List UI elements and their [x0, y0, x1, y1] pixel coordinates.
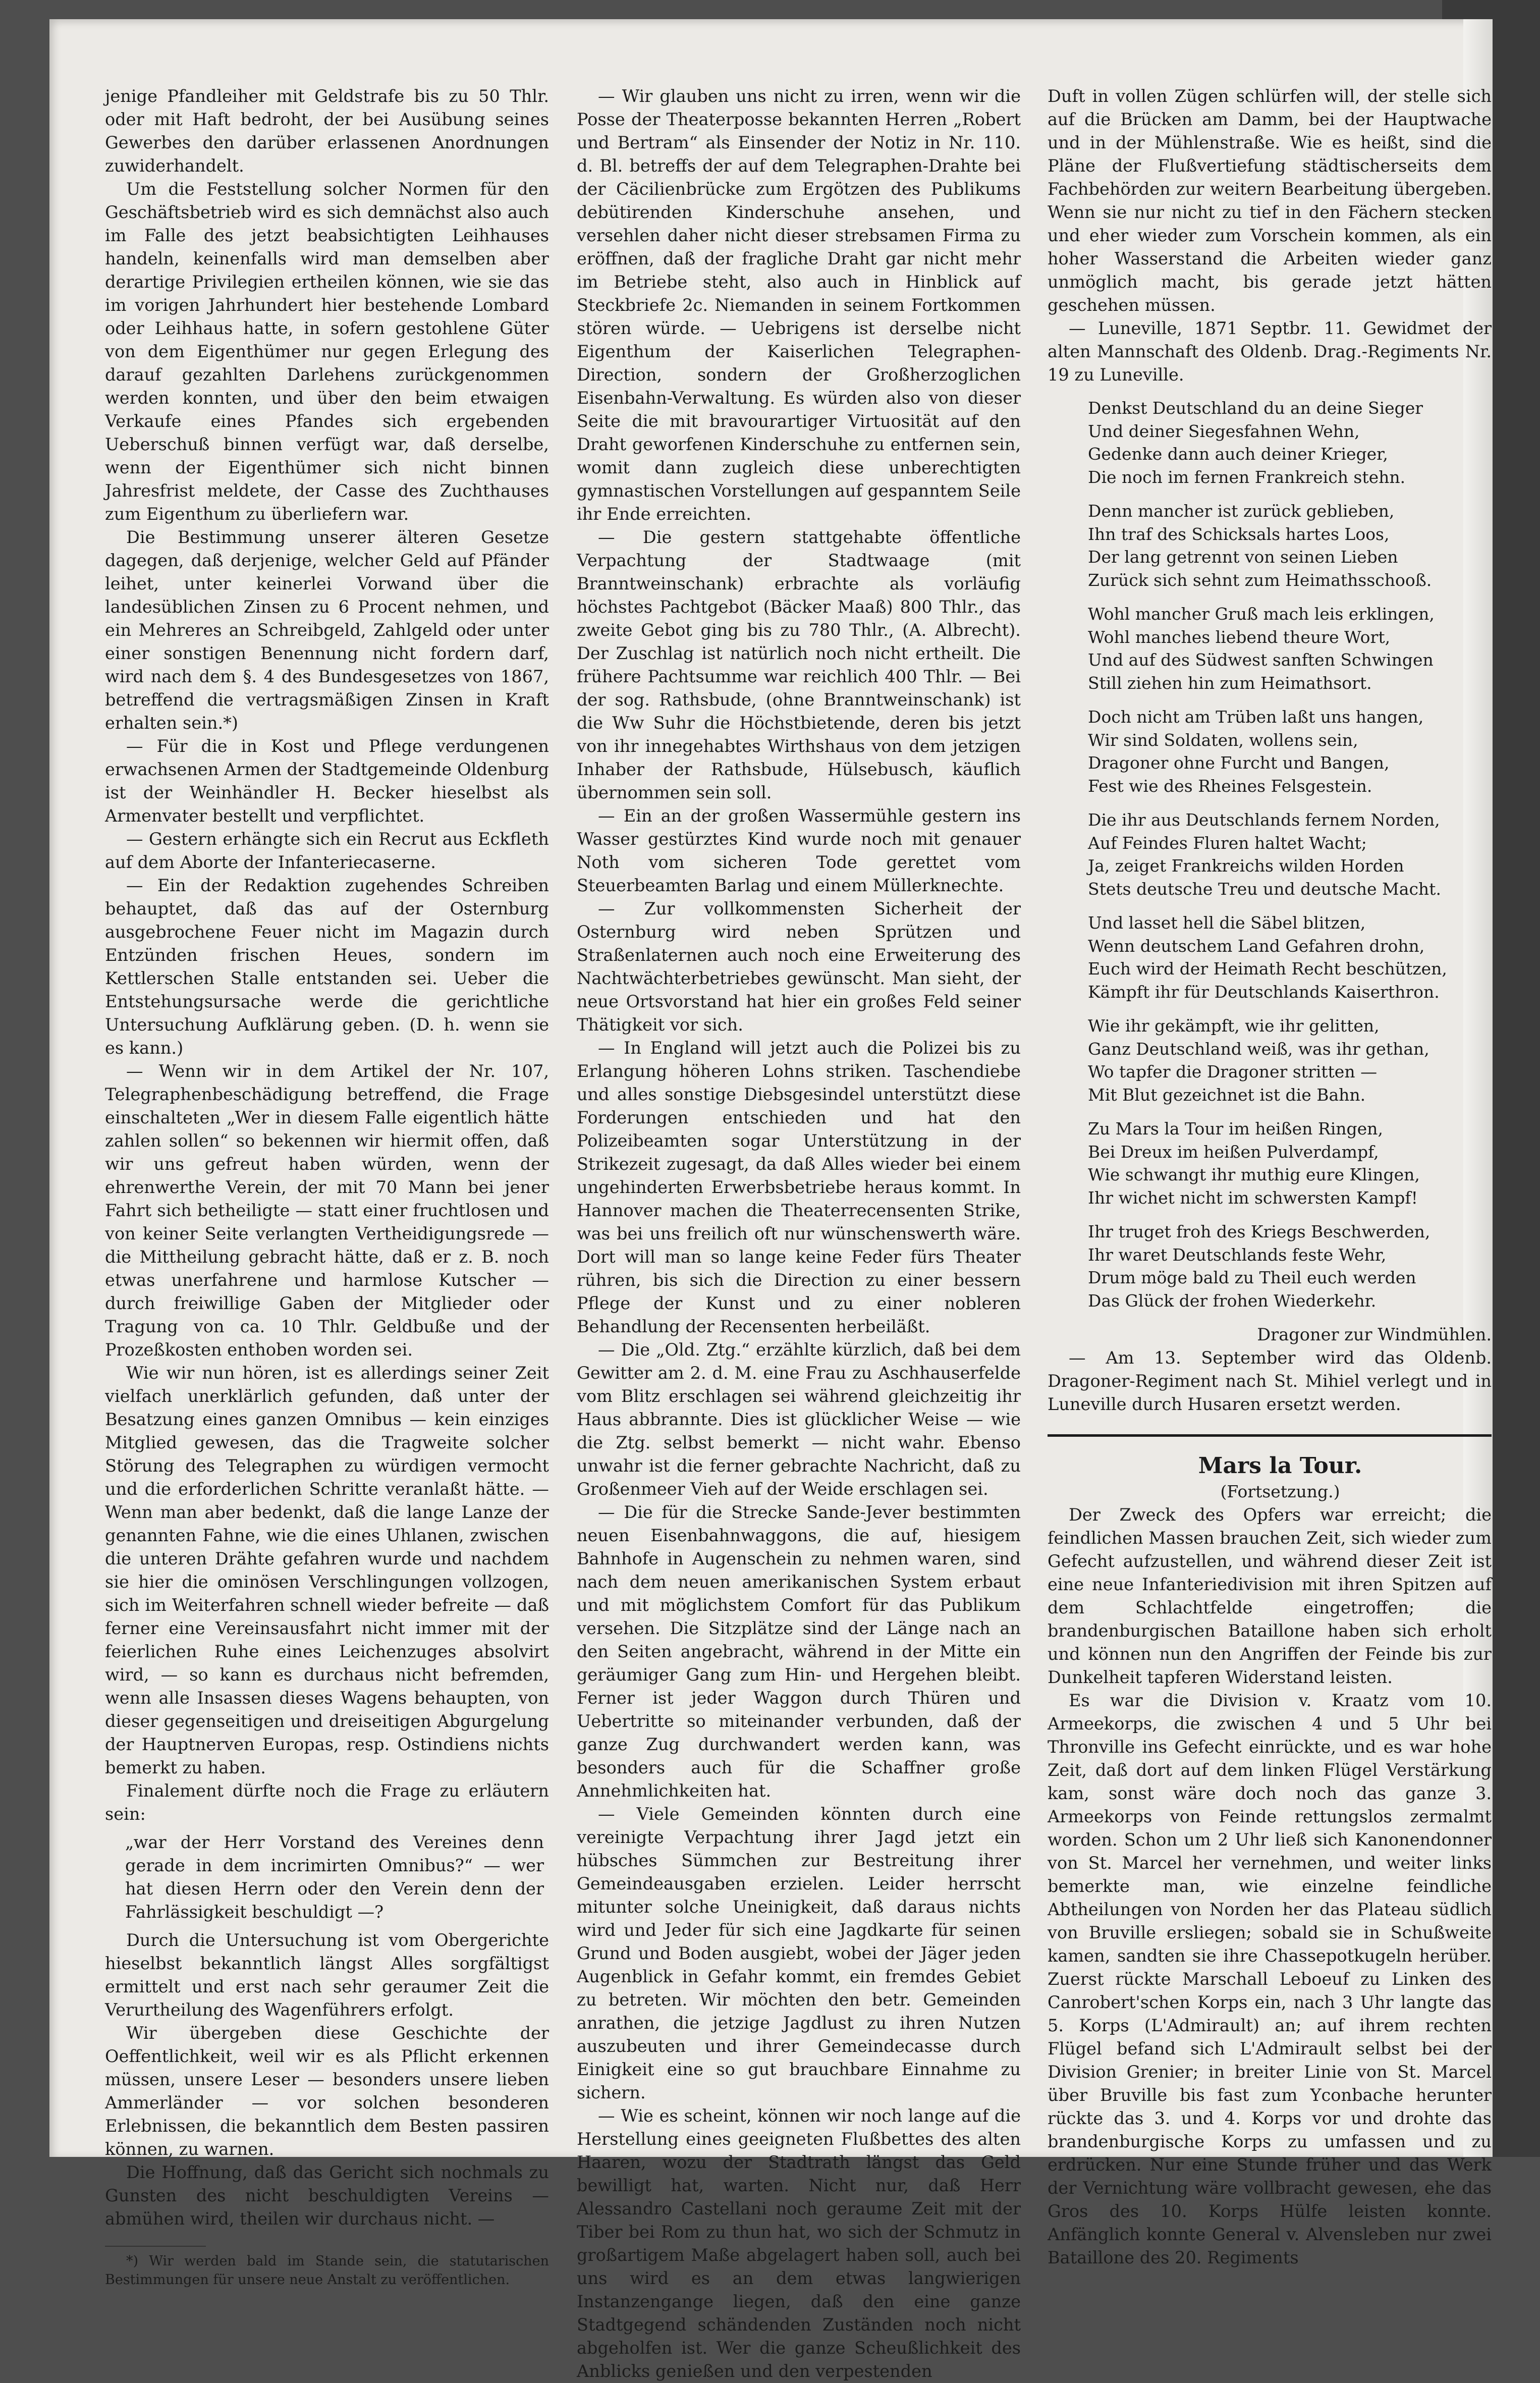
paragraph: Der Zweck des Opfers war erreicht; die feindlichen Massen brauchen Zeit, sich wieder zum Gefecht aufzustellen, und während dieser Zeit ist eine neue Infanteriedivision mit ihren Spitzen auf dem Schlachtfelde eingetroffen; die brandenburgischen Bataillone haben sich erholt und können nun den Angriffen der Feinde bis zur Dunkelheit tapferen Widerstand leisten.	[1048, 1505, 1492, 1687]
poem-line: Zurück sich sehnt zum Heimathsschooß.	[1088, 570, 1432, 590]
poem-signature: Dragoner zur Windmühlen.	[1257, 1325, 1492, 1344]
poem-line: Mit Blut gezeichnet ist die Bahn.	[1088, 1085, 1366, 1105]
paragraph: — Wie es scheint, können wir noch lange auf die Herstellung eines geeigneten Flußbettes des alten Haaren, wozu der Stadtrath längst das Geld bewilligt hat, warten. Nicht nur, daß Herr Alessandro Castellani noch geraume Zeit mit der Tiber bei Rom zu thun hat, wo sich der Schmutz in großartigem Maße abgelagert haben soll, auch bei uns wird es an dem etwas langwierigen Instanzengange liegen, daß den eine ganze Stadtgegend schändenden Zuständen noch nicht abgeholfen ist. Wer die ganze Scheußlichkeit des Anblicks genießen und den verpestenden	[577, 2106, 1021, 2381]
paragraph: — Ein an der großen Wassermühle gestern ins Wasser gestürztes Kind wurde noch mit genauer Noth vom sicheren Tode gerettet vom Steuerbeamten Barlag und einem Müllerknechte.	[577, 806, 1021, 895]
paragraph: Duft in vollen Zügen schlürfen will, der stelle sich auf die Brücken am Damm, bei der Hauptwache und in der Mühlenstraße. Wie es heißt, sind die Pläne der Flußvertiefung städtischerseits dem Fachbehörden zur weitern Bearbeitung übergeben. Wenn sie nur nicht zu tief in den Fächern stecken und eher wieder zum Vorschein kommen, als ein hoher Wasserstand die Arbeiten wieder ganz unmöglich macht, bis gerade jetzt hätten geschehen müssen.	[1048, 86, 1492, 315]
poem-line: Ihn traf des Schicksals hartes Loos,	[1088, 524, 1390, 544]
poem-line: Ihr waret Deutschlands feste Wehr,	[1088, 1244, 1387, 1265]
poem-stanza	[1088, 808, 1492, 900]
paragraph: Wie wir nun hören, ist es allerdings seiner Zeit vielfach unerklärlich gefunden, daß unter der Besatzung eines ganzen Omnibus — kein einziges Mitglied gewesen, das die Tragweite solcher Störung des Telegraphen zu würdigen vermocht und die erforderlichen Schritte veranlaßt hätte. — Wenn man aber bedenkt, daß die lange Lanze der genannten Fahne, wie die eines Uhlanen, zwischen die unteren Drähte gefahren wurde und nachdem sie hier die ominösen Verschlingungen vollzogen, sich im Weiterfahren schnell wieder befreite — daß ferner eine Vereinsausfahrt nicht immer mit der feierlichen Ruhe eines Leichenzuges absolvirt wird, — so kann es durchaus nicht befremden, wenn alle Insassen dieses Wagens behaupten, von dieser gegenseitigen und dreiseitigen Abgurgelung der Hauptnerven Europas, resp. Ostindiens nichts bemerkt zu haben.	[105, 1363, 549, 1777]
section-divider	[1048, 1434, 1492, 1437]
poem-line: Wohl mancher Gruß mach leis erklingen,	[1088, 604, 1435, 624]
paragraph: Die Bestimmung unserer älteren Gesetze dagegen, daß derjenige, welcher Geld auf Pfänder leihet, unter keinerlei Vorwand über die landesüblichen Zinsen zu 6 Procent nehmen, und ein Mehreres an Schreibgeld, Zahlgeld oder unter einer sonstigen Benennung nicht fordern darf, wird nach dem §. 4 des Bundesgesetzes von 1867, betreffend die vertragsmäßigen Zinsen in Kraft erhalten sein.*)	[105, 527, 549, 733]
newspaper-page	[49, 19, 1493, 2381]
poem-line: Ganz Deutschland weiß, was ihr gethan,	[1088, 1039, 1429, 1059]
section-title: Mars la Tour.	[1198, 1453, 1362, 1479]
poem-line: Die noch im fernen Frankreich stehn.	[1088, 467, 1406, 487]
section-subtitle: (Fortsetzung.)	[1220, 1482, 1340, 1501]
poem-stanza	[1088, 911, 1492, 1003]
poem-line: Der lang getrennt von seinen Lieben	[1088, 547, 1398, 567]
paragraph: — Ein der Redaktion zugehendes Schreiben behauptet, daß das auf der Osternburg ausgebrochene Feuer nicht im Magazin durch Entzünden frischen Heues, sondern im Kettlerschen Stalle entstanden sei. Ueber die Entstehungsursache werde die gerichtliche Untersuchung Aufklärung geben. (D. h. wenn sie es kann.)	[105, 876, 549, 1058]
poem-line: Euch wird der Heimath Recht beschützen,	[1088, 959, 1447, 979]
poem-line: Wenn deutschem Land Gefahren drohn,	[1088, 936, 1425, 956]
poem-line: Die ihr aus Deutschlands fernem Norden,	[1088, 810, 1440, 830]
column-1	[105, 85, 549, 2288]
paragraph: Die Hoffnung, daß das Gericht sich nochmals zu Gunsten des nicht beschuldigten Vereins — abmühen wird, theilen wir durchaus nicht. —	[105, 2162, 549, 2229]
paragraph: jenige Pfandleiher mit Geldstrafe bis zu 50 Thlr. oder mit Haft bedroht, der bei Ausübung seines Gewerbes den darüber erlassenen Anordnungen zuwiderhandelt.	[105, 86, 549, 176]
poem	[1088, 397, 1492, 1312]
poem-line: Und auf des Südwest sanften Schwingen	[1088, 650, 1434, 670]
poem-line: Fest wie des Rheines Felsgestein.	[1088, 776, 1372, 796]
paragraph: — Die für die Strecke Sande-Jever bestimmten neuen Eisenbahnwaggons, die auf, hiesigem Bahnhofe in Augenschein zu nehmen waren, sind nach dem neuen amerikanischen System erbaut und mit möglichstem Comfort für das Publikum versehen. Die Sitzplätze sind der Länge nach an den Seiten angebracht, während in der Mitte ein geräumiger Gang zum Hin- und Hergehen bleibt. Ferner ist jeder Waggon durch Thüren und Uebertritte so miteinander verbunden, daß der ganze Zug durchwandert werden kann, was besonders auch für die Schaffner große Annehmlichkeiten hat.	[577, 1502, 1021, 1801]
paragraph: — In England will jetzt auch die Polizei bis zu Erlangung höheren Lohns striken. Taschendiebe und alles sonstige Diebsgesindel unterstützt diese Forderungen entschieden und hat den Polizeibeamten sogar Unterstützung in der Strikezeit zugesagt, da daß Alles wieder bei einem ungehinderten Erwerbsbetriebe heraus kommt. In Hannover machen die Theaterrecensenten Strike, was bei uns freilich oft nur wünschenswerth wäre. Dort will man so lange keine Feder fürs Theater rühren, bis sich die Direction zu einer bessern Pflege der Kunst und zu einer nobleren Behandlung der Recensenten herbeiläßt.	[577, 1038, 1021, 1336]
paragraph: — Die „Old. Ztg.“ erzählte kürzlich, daß bei dem Gewitter am 2. d. M. eine Frau zu Aschhauserfelde vom Blitz erschlagen sei während gleichzeitig ihr Haus abbrannte. Dies ist glücklicher Weise — wie die Ztg. selbst bemerkt — nicht wahr. Ebenso unwahr ist die ferner gebrachte Nachricht, daß zu Großenmeer Vieh auf der Weide erschlagen sei.	[577, 1340, 1021, 1499]
poem-line: Ihr truget froh des Kriegs Beschwerden,	[1088, 1222, 1431, 1241]
poem-line: Denkst Deutschland du an deine Sieger	[1088, 398, 1423, 418]
poem-line: Drum möge bald zu Theil euch werden	[1088, 1268, 1416, 1287]
paragraph: — Zur vollkommensten Sicherheit der Osternburg wird neben Sprützen und Straßenlaternen auch noch eine Erweiterung des Nachtwächterbetriebes gewünscht. Man sieht, der neue Ortsvorstand hat hier ein großes Feld seiner Thätigkeit vor sich.	[577, 899, 1021, 1035]
poem-line: Wie schwangt ihr muthig eure Klingen,	[1088, 1165, 1420, 1184]
column-2	[577, 85, 1021, 2381]
poem-line: Und deiner Siegesfahnen Wehn,	[1088, 421, 1360, 441]
column-3	[1048, 85, 1492, 2267]
poem-line: Zu Mars la Tour im heißen Ringen,	[1088, 1119, 1383, 1139]
poem-line: Wie ihr gekämpft, wie ihr gelitten,	[1088, 1016, 1380, 1036]
poem-dedication: — Luneville, 1871 Septbr. 11. Gewidmet der alten Mannschaft des Oldenb. Drag.-Regiments Nr. 19 zu Luneville.	[1048, 318, 1492, 385]
poem-line: Bei Dreux im heißen Pulverdampf,	[1088, 1142, 1379, 1162]
poem-line: Stets deutsche Treu und deutsche Macht.	[1088, 879, 1441, 899]
poem-line: Das Glück der frohen Wiederkehr.	[1088, 1290, 1377, 1311]
poem-line: Kämpft ihr für Deutschlands Kaiserthron.	[1088, 982, 1440, 1002]
poem-line: Gedenke dann auch deiner Krieger,	[1088, 444, 1388, 464]
poem-stanza	[1088, 1117, 1492, 1209]
paragraph: — Wir glauben uns nicht zu irren, wenn wir die Posse der Theaterposse bekannten Herren „Robert und Bertram“ als Einsender der Notiz in Nr. 110. d. Bl. betreffs der auf dem Telegraphen-Drahte bei der Cäcilienbrücke zum Ergötzen des Publikums debütirenden Kinderschuhe ansehen, und versehlen daher nicht dieser strebsamen Firma zu eröffnen, daß der fragliche Draht gar nicht mehr im Betriebe steht, also auch in Hinblick auf Steckbriefe 2c. Niemanden in seinem Fortkommen stören würde. — Uebrigens ist derselbe nicht Eigenthum der Kaiserlichen Telegraphen-Direction, sondern der Großherzoglichen Eisenbahn-Verwaltung. Es würden also von dieser Seite die mit bravourartiger Virtuosität auf den Draht geworfenen Kinderschuhe zu entfernen sein, womit dann zugleich diese unberechtigten gymnastischen Vorstellungen auf gespanntem Seile ihr Ende erreichten.	[577, 86, 1021, 524]
poem-line: Wohl manches liebend theure Wort,	[1088, 627, 1391, 647]
poem-line: Denn mancher ist zurück geblieben,	[1088, 501, 1395, 521]
quoted-question: „war der Herr Vorstand des Vereines denn gerade in dem incrimirten Omnibus?“ — wer hat diesen Herrn oder den Verein denn der Fahrlässigkeit beschuldigt —?	[125, 1832, 544, 1922]
footnote: *) Wir werden bald im Stande sein, die statutarischen Bestimmungen für unsere neue Anstalt zu veröffentlichen.	[105, 2253, 549, 2288]
poem-line: Ja, zeiget Frankreichs wilden Horden	[1088, 856, 1404, 876]
paragraph: Es war die Division v. Kraatz vom 10. Armeekorps, die zwischen 4 und 5 Uhr bei Thronville ins Gefecht einrückte, und es war hohe Zeit, daß dort auf dem linken Flügel Verstärkung kam, sonst wäre doch noch das ganze 3. Armeekorps von Feinde rettungslos zermalmt worden. Schon um 2 Uhr ließ sich Kanonendonner von St. Marcel her vernehmen, und weiter links bemerkte man, wie einzelne feindliche Abtheilungen von Norden her das Plateau südlich von Bruville ersliegen; sobald sie in Schußweite kamen, sandten sie ihre Chassepotkugeln herüber. Zuerst rückte Marschall Leboeuf zu Linken des Canrobert'schen Korps ein, nach 3 Uhr langte das 5. Korps (L'Admirault) an; auf ihrem rechten Flügel befand sich L'Admirault selbst bei der Division Grenier; in breiter Linie von St. Marcel über Bruville bis fast zum Yconbache herunter rückte das 3. und 4. Korps vor und drohte das brandenburgische Korps zu umfassen und zu erdrücken. Nur eine Stunde früher und das Werk der Vernichtung wäre vollbracht gewesen, ehe das Gros des 10. Korps Hülfe leisten konnte. Anfänglich konnte General v. Alvensleben nur zwei Bataillone des 20. Regiments	[1048, 1691, 1492, 2267]
poem-line: Still ziehen hin zum Heimathsort.	[1088, 673, 1372, 693]
paragraph: — Für die in Kost und Pflege verdungenen erwachsenen Armen der Stadtgemeinde Oldenburg ist der Weinhändler H. Becker hieselbst als Armenvater bestellt und verpflichtet.	[105, 736, 549, 826]
poem-stanza	[1088, 603, 1492, 694]
paragraph: — Viele Gemeinden könnten durch eine vereinigte Verpachtung ihrer Jagd jetzt ein hübsches Sümmchen zur Bestreitung ihrer Gemeindeausgaben erzielen. Leider herrscht mitunter solche Uneinigkeit, daß daraus nichts wird und Jeder für sich eine Jagdkarte für seinen Grund und Boden ausgiebt, wobei der Jäger jeden Augenblick in Gefahr kommt, ein fremdes Gebiet zu betreten. Wir möchten den betr. Gemeinden anrathen, die jetzige Jagdlust zu ihren Nutzen auszubeuten und ihrer Gemeindecasse durch Einigkeit eine so gut brauchbare Einnahme zu sichern.	[577, 1804, 1021, 2102]
paragraph: Um die Feststellung solcher Normen für den Geschäftsbetrieb wird es sich demnächst also auch im Falle des jetzt beabsichtigten Leihhauses handeln, keinenfalls wird man demselben aber derartige Privilegien ertheilen können, wie sie das im vorigen Jahrhundert hier bestehende Lombard oder Leihhaus hatte, in sofern gestohlene Güter von dem Eigenthümer nur gegen Erlegung des darauf gezahlten Darlehens zurückgenommen werden konnten, und über den beim etwaigen Verkaufe eines Pfandes sich ergebenden Ueberschuß binnen verfügt war, daß derselbe, wenn der Eigenthümer sich nicht binnen Jahresfrist meldete, der Casse des Zuchthauses zum Eigenthum zu überliefern war.	[105, 179, 549, 524]
paragraph: Wir übergeben diese Geschichte der Oeffentlichkeit, weil wir es als Pflicht erkennen müssen, unsere Leser — besonders unsere lieben Ammerländer — vor solchen besonderen Erlebnissen, die bekanntlich dem Besten passiren können, zu warnen.	[105, 2023, 549, 2159]
poem-line: Doch nicht am Trüben laßt uns hangen,	[1088, 707, 1424, 727]
paragraph: — Wenn wir in dem Artikel der Nr. 107, Telegraphenbeschädigung betreffend, die Frage einschalteten „Wer in diesem Falle eigentlich hätte zahlen sollen“ so bekennen wir hiermit offen, daß wir uns gefreut haben würden, wenn der ehrenwerthe Verein, der mit 70 Mann bei jener Fahrt sich betheiligte — statt einer fruchtlosen und von keiner Seite verlangten Vertheidigungsrede — die Mittheilung gebracht hätte, daß er z. B. noch etwas unerfahrene und harmlose Kutscher — durch freiwillige Gaben der Mitglieder oder Tragung von ca. 10 Thlr. Geldbuße und der Prozeßkosten enthoben worden sei.	[105, 1061, 549, 1360]
paragraph: — Die gestern stattgehabte öffentliche Verpachtung der Stadtwaage (mit Branntweinschank) erbrachte als vorläufig höchstes Pachtgebot (Bäcker Maaß) 800 Thlr., das zweite Gebot ging bis zu 780 Thlr., (A. Albrecht). Der Zuschlag ist natürlich noch nicht ertheilt. Die frühere Pachtsumme war reichlich 400 Thlr. — Bei der sog. Rathsbude, (ohne Branntweinschank) ist die Ww Suhr die Höchstbietende, deren bis jetzt von ihr innegehabtes Wirthshaus von dem jetzigen Inhaber der Rathsbude, Hülsebusch, käuflich übernommen sein soll.	[577, 527, 1021, 802]
poem-stanza	[1088, 397, 1492, 489]
poem-stanza	[1088, 500, 1492, 591]
poem-stanza	[1088, 1220, 1492, 1312]
poem-stanza	[1088, 706, 1492, 797]
poem-line: Wir sind Soldaten, wollens sein,	[1088, 730, 1358, 750]
footnote-divider	[105, 2246, 206, 2247]
poem-line: Ihr wichet nicht im schwersten Kampf!	[1088, 1187, 1418, 1208]
paragraph: — Gestern erhängte sich ein Recrut aus Eckfleth auf dem Aborte der Infanteriecaserne.	[105, 829, 549, 872]
poem-line: Auf Feindes Fluren haltet Wacht;	[1088, 833, 1367, 853]
poem-line: Wo tapfer die Dragoner stritten —	[1088, 1062, 1378, 1081]
paragraph: — Am 13. September wird das Oldenb. Dragoner-Regiment nach St. Mihiel verlegt und in Luneville durch Husaren ersetzt werden.	[1048, 1348, 1492, 1414]
poem-line: Und lasset hell die Säbel blitzen,	[1088, 913, 1366, 933]
poem-stanza	[1088, 1014, 1492, 1106]
paragraph: Durch die Untersuchung ist vom Obergerichte hieselbst bekanntlich längst Alles sorgfältigst ermittelt und erst nach sehr geraumer Zeit die Verurtheilung des Wagenführers erfolgt.	[105, 1930, 549, 2020]
paragraph: Finalement dürfte noch die Frage zu erläutern sein:	[105, 1781, 549, 1824]
poem-line: Dragoner ohne Furcht und Bangen,	[1088, 753, 1390, 773]
